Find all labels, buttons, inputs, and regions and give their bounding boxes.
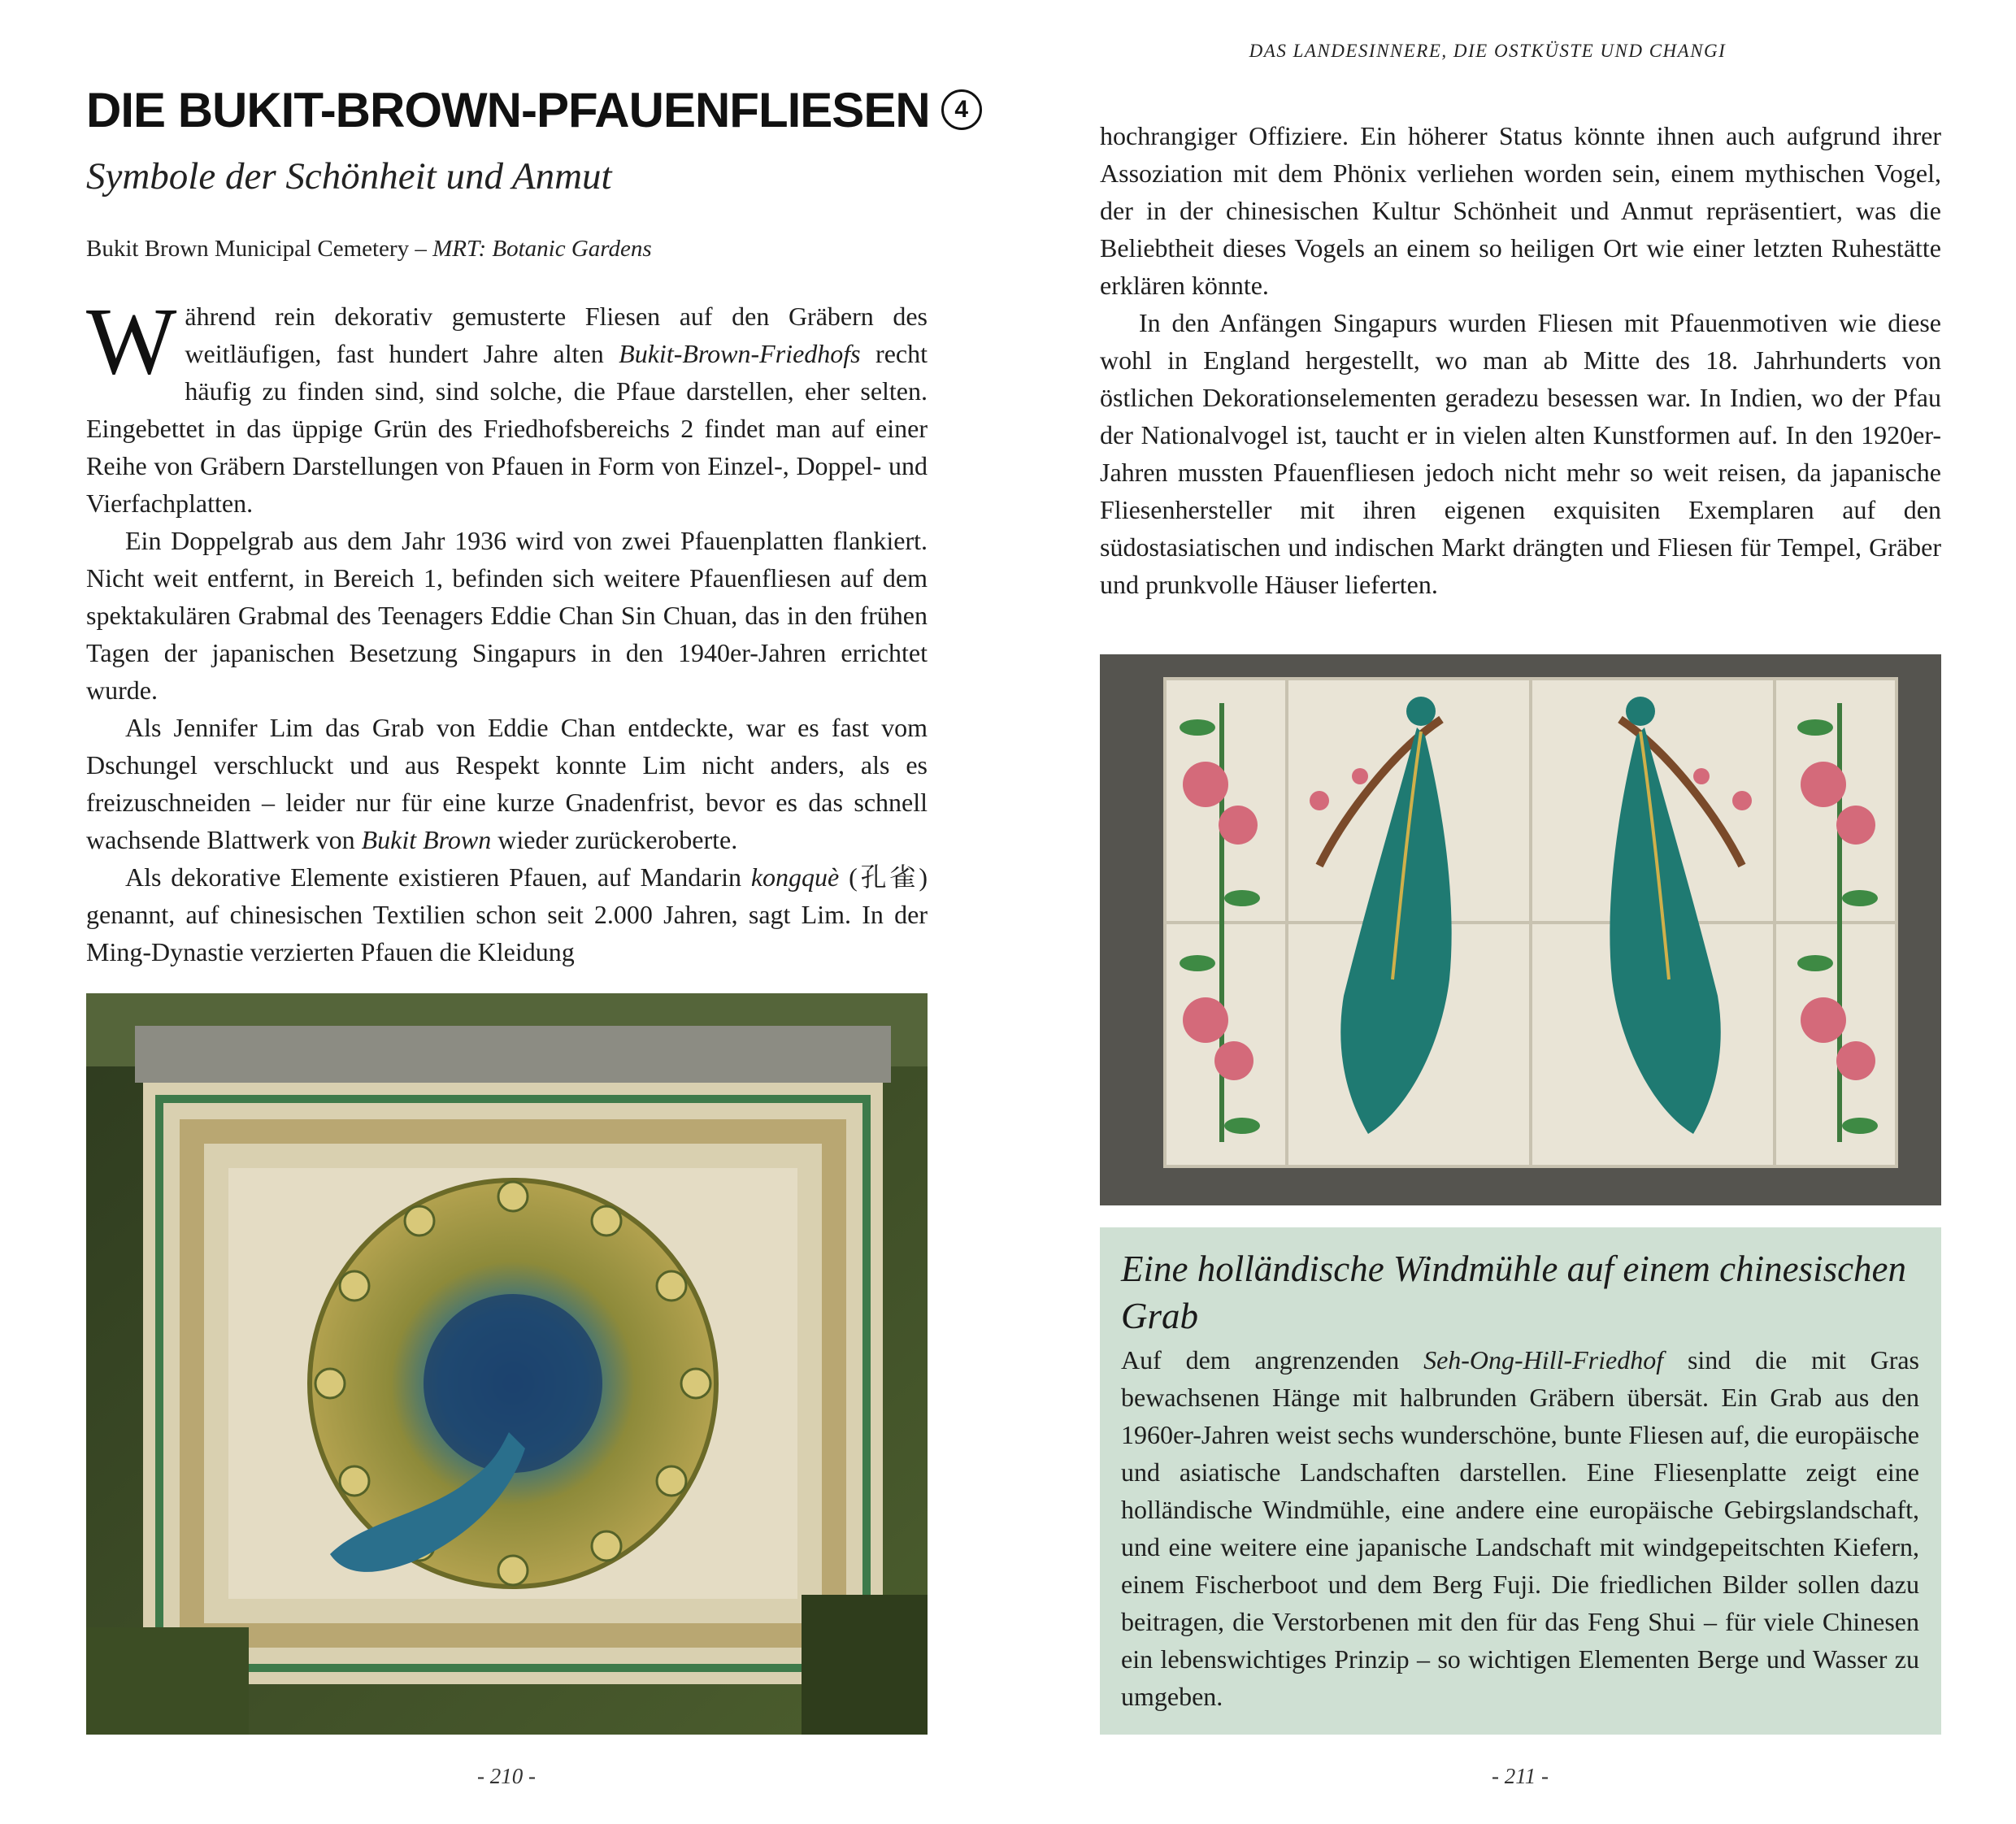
left-column-text bbox=[86, 288, 928, 971]
paragraph-4-text-b: (孔雀) genannt, auf chinesischen Textilien schon seit 2.000 Jahren, sagt Lim. In der Ming-Dynastie verzierten Pfauen die Kleidung bbox=[86, 862, 928, 966]
paragraph-3-italic: Bukit Brown bbox=[361, 825, 492, 854]
paragraph-2: Ein Doppelgrab aus dem Jahr 1936 wird von zwei Pfauenplatten flankiert. Nicht weit entfernt, in Bereich 1, befinden sich weitere Pfauenfliesen auf dem spektakulären Grabmal des Teenagers Eddie Chan Sin Chuan, das in den frühen Tagen der japanischen Besetzung Singapurs in den 1940er-Jahren errichtet wurde. bbox=[86, 526, 928, 705]
page-number-right: - 211 - bbox=[1492, 1764, 1549, 1788]
drop-cap: W bbox=[86, 288, 177, 394]
peacock-fan-illustration bbox=[86, 993, 928, 1735]
sidebar-body-italic: Seh-Ong-Hill-Friedhof bbox=[1423, 1345, 1664, 1375]
article-title bbox=[86, 81, 969, 140]
running-header: DAS LANDESINNERE, DIE OSTKÜSTE UND CHANGI bbox=[1249, 41, 1727, 61]
paragraph-3 bbox=[86, 709, 928, 858]
paragraph-1 bbox=[86, 288, 928, 522]
location-name: Bukit Brown Municipal Cemetery – bbox=[86, 236, 427, 262]
paragraph-1-text-a: ährend rein dekorativ gemusterte Fliesen auf den Gräbern des weitläufigen, fast hundert Jahre alten bbox=[185, 302, 928, 368]
sidebar-body bbox=[1121, 1341, 1919, 1715]
sidebar-body-text-a: Auf dem angrenzenden bbox=[1121, 1345, 1424, 1375]
location-mrt: MRT: Botanic Gardens bbox=[432, 236, 652, 262]
paragraph-1-italic: Bukit-Brown-Friedhofs bbox=[619, 339, 861, 368]
article-subtitle: Symbole der Schönheit und Anmut bbox=[86, 155, 612, 198]
paragraph-4 bbox=[86, 858, 928, 971]
paragraph-5: hochrangiger Offiziere. Ein höherer Status könnte ihnen auch aufgrund ihrer Assoziation mit dem Phönix verliehen worden sein, einem mythischen Vogel, der in der chinesischen Kultur Schönheit und Anmut repräsentiert, was die Beliebtheit dieses Vogels an einem so heiligen Ort wie einer letzten Ruhestätte erklären könnte. bbox=[1100, 121, 1941, 300]
paragraph-6: In den Anfängen Singapurs wurden Fliesen mit Pfauenmotiven wie diese wohl in England hergestellt, wo man ab Mitte des 18. Jahrhunderts von östlichen Dekorationselementen geradezu besessen war. In Indien, wo der Pfau der Nationalvogel ist, taucht er in vielen alten Kunstformen auf. In den 1920er-Jahren mussten Pfauenfliesen jedoch nicht mehr so weit reisen, da japanische Fliesenhersteller mit ihren eigenen exquisiten Exemplaren auf den südostasiatischen und indischen Markt drängten und Fliesen für Tempel, Gräber und prunkvolle Häuser lieferten. bbox=[1100, 308, 1941, 599]
location-line bbox=[86, 236, 652, 263]
paragraph-3-text-b: wieder zurückeroberte. bbox=[491, 825, 738, 854]
peacock-tile-photo-left bbox=[86, 993, 928, 1735]
title-text: DIE BUKIT-BROWN-PFAUENFLIESEN bbox=[86, 83, 930, 137]
paragraph-3-text-a: Als Jennifer Lim das Grab von Eddie Chan entdeckte, war es fast vom Dschungel verschluckt und aus Respekt konnte Lim nicht anders, als es freizuschneiden – leider nur für eine kurze Gnadenfrist, bevor es das schnell wachsende Blattwerk von bbox=[86, 713, 928, 854]
peacock-tile-photo-right bbox=[1100, 654, 1941, 1205]
right-column-text bbox=[1100, 117, 1941, 603]
peacock-fan bbox=[310, 1180, 716, 1587]
sidebar-box bbox=[1100, 1227, 1941, 1735]
twin-peacocks-illustration bbox=[1100, 654, 1941, 1205]
paragraph-4-italic: kongquè bbox=[750, 862, 840, 892]
sidebar-body-text-b: sind die mit Gras bewachsenen Hänge mit halbrunden Gräbern übersät. Ein Grab aus den 1960er-Jahren weist sechs wunderschöne, bunte Fliesen auf, die europäische und asiatische Landschaften darstellen. Eine Fliesenplatte zeigt eine holländische Windmühle, eine andere eine europäische Gebirgslandschaft, und eine weitere eine japanische Landschaft mit windgepeitschten Kiefern, einem Fischerboot und dem Berg Fuji. Die friedlichen Bilder sollen dazu beitragen, die Verstorbenen mit den für das Feng Shui – für viele Chinesen ein lebenswichtiges Prinzip – so wichtigen Elementen Berge und Wasser zu umgeben. bbox=[1121, 1345, 1920, 1711]
paragraph-1-text-b: recht häufig zu finden sind, sind solche, die Pfaue darstellen, eher selten. Eingebettet in das üppige Grün des Friedhofsbereichs 2 findet man auf einer Reihe von Gräbern Darstellungen von Pfauen in Form von Einzel-, Doppel- und Vierfachplatten. bbox=[86, 339, 928, 518]
sidebar-title: Eine holländische Windmühle auf einem chinesischen Grab bbox=[1121, 1249, 1907, 1336]
section-number-badge: 4 bbox=[941, 89, 982, 130]
paragraph-4-text-a: Als dekorative Elemente existieren Pfauen, auf Mandarin bbox=[125, 862, 751, 892]
page-number-left: - 210 - bbox=[477, 1764, 536, 1788]
